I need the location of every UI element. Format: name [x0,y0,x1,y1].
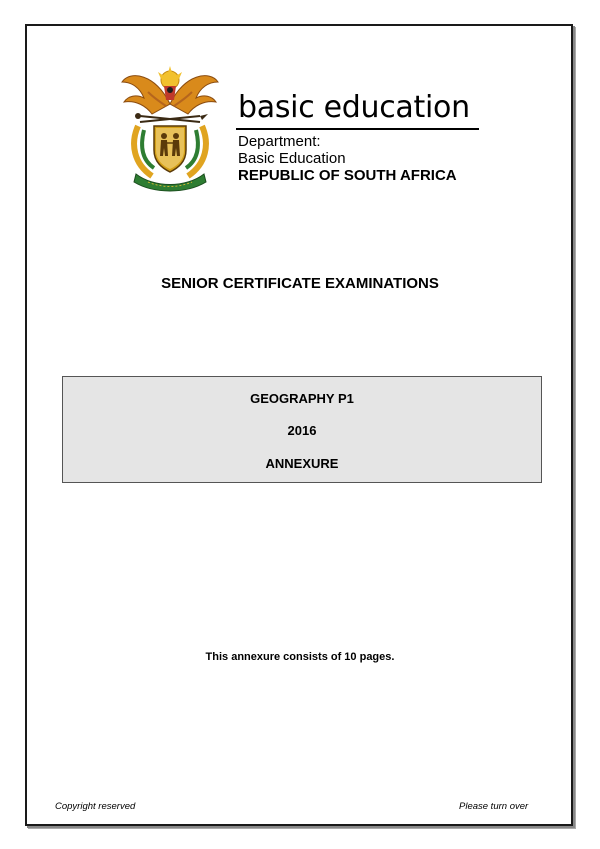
brand-underline [236,128,479,130]
document-type: ANNEXURE [265,456,339,471]
country-name: REPUBLIC OF SOUTH AFRICA [238,167,457,184]
footer-turn-over: Please turn over [459,801,529,812]
department-name: Basic Education [238,150,346,167]
exam-title: SENIOR CERTIFICATE EXAMINATIONS [161,275,439,292]
page-count-note: This annexure consists of 10 pages. [205,651,395,663]
department-label: Department: [238,133,321,150]
exam-year: 2016 [287,423,317,438]
subject-box [62,376,542,483]
brand-title: basic education [238,90,470,125]
coat-of-arms-logo [118,64,222,192]
footer-copyright: Copyright reserved [55,801,136,812]
subject-name: GEOGRAPHY P1 [250,391,354,406]
